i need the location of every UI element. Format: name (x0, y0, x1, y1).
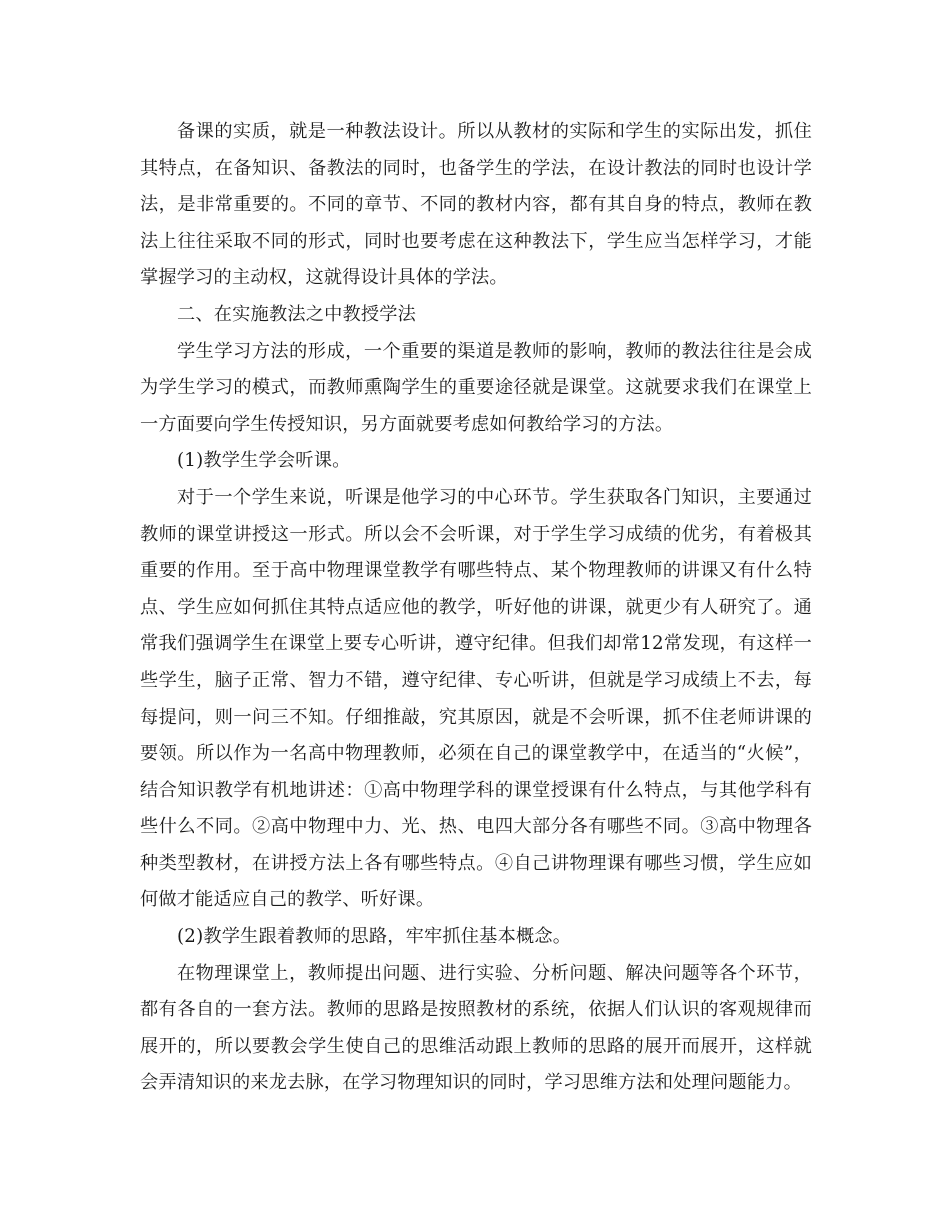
paragraph-listening: 对于一个学生来说，听课是他学习的中心环节。学生获取各门知识，主要通过教师的课堂讲授这一形式。所以会不会听课，对于学生学习成绩的优劣，有着极其重要的作用。至于高中物理课堂教学有哪些特点、某个物理教师的讲课又有什么特点、学生应如何抓住其特点适应他的教学，听好他的讲课，就更少有人研究了。通常我们强调学生在课堂上要专心听讲，遵守纪律。但我们却常12常发现，有这样一些学生，脑子正常、智力不错，遵守纪律、专心听讲，但就是学习成绩上不去，每每提问，则一问三不知。仔细推敲，究其原因，就是不会听课，抓不住老师讲课的要领。所以作为一名高中物理教师，必须在自己的课堂教学中，在适当的“火候”，结合知识教学有机地讲述：①高中物理学科的课堂授课有什么特点，与其他学科有些什么不同。②高中物理中力、光、热、电四大部分各有哪些不同。③高中物理各种类型教材，在讲授方法上各有哪些特点。④自己讲物理课有哪些习惯，学生应如何做才能适应自己的教学、听好课。 (140, 486, 812, 911)
section-heading-2: 二、在实施教法之中教授学法 (177, 303, 417, 325)
subheading-follow-teacher: (2)教学生跟着教师的思路，牢牢抓住基本概念。 (177, 926, 572, 948)
paragraph-follow-teacher: 在物理课堂上，教师提出问题、进行实验、分析问题、解决问题等各个环节，都有各自的一套方法。教师的思路是按照教材的系统，依据人们认识的客观规律而展开的，所以要教会学生使自己的思维活动跟上教师的思路的展开而展开，这样就会弄清知识的来龙去脉，在学习物理知识的同时，学习思维方法和处理问题能力。 (140, 962, 812, 1094)
paragraph-learning-methods: 学生学习方法的形成，一个重要的渠道是教师的影响，教师的教法往往是会成为学生学习的模式，而教师熏陶学生的重要途径就是课堂。这就要求我们在课堂上一方面要向学生传授知识，另方面就要考虑如何教给学习的方法。 (140, 340, 812, 435)
paragraph-lesson-prep: 备课的实质，就是一种教法设计。所以从教材的实际和学生的实际出发，抓住其特点，在备知识、备教法的同时，也备学生的学法，在设计教法的同时也设计学法，是非常重要的。不同的章节、不同的教材内容，都有其自身的特点，教师在教法上往往采取不同的形式，同时也要考虑在这种教法下，学生应当怎样学习，才能掌握学习的主动权，这就得设计具体的学法。 (140, 121, 812, 289)
document-body (140, 114, 812, 1102)
subheading-listening: (1)教学生学会听课。 (177, 450, 351, 472)
